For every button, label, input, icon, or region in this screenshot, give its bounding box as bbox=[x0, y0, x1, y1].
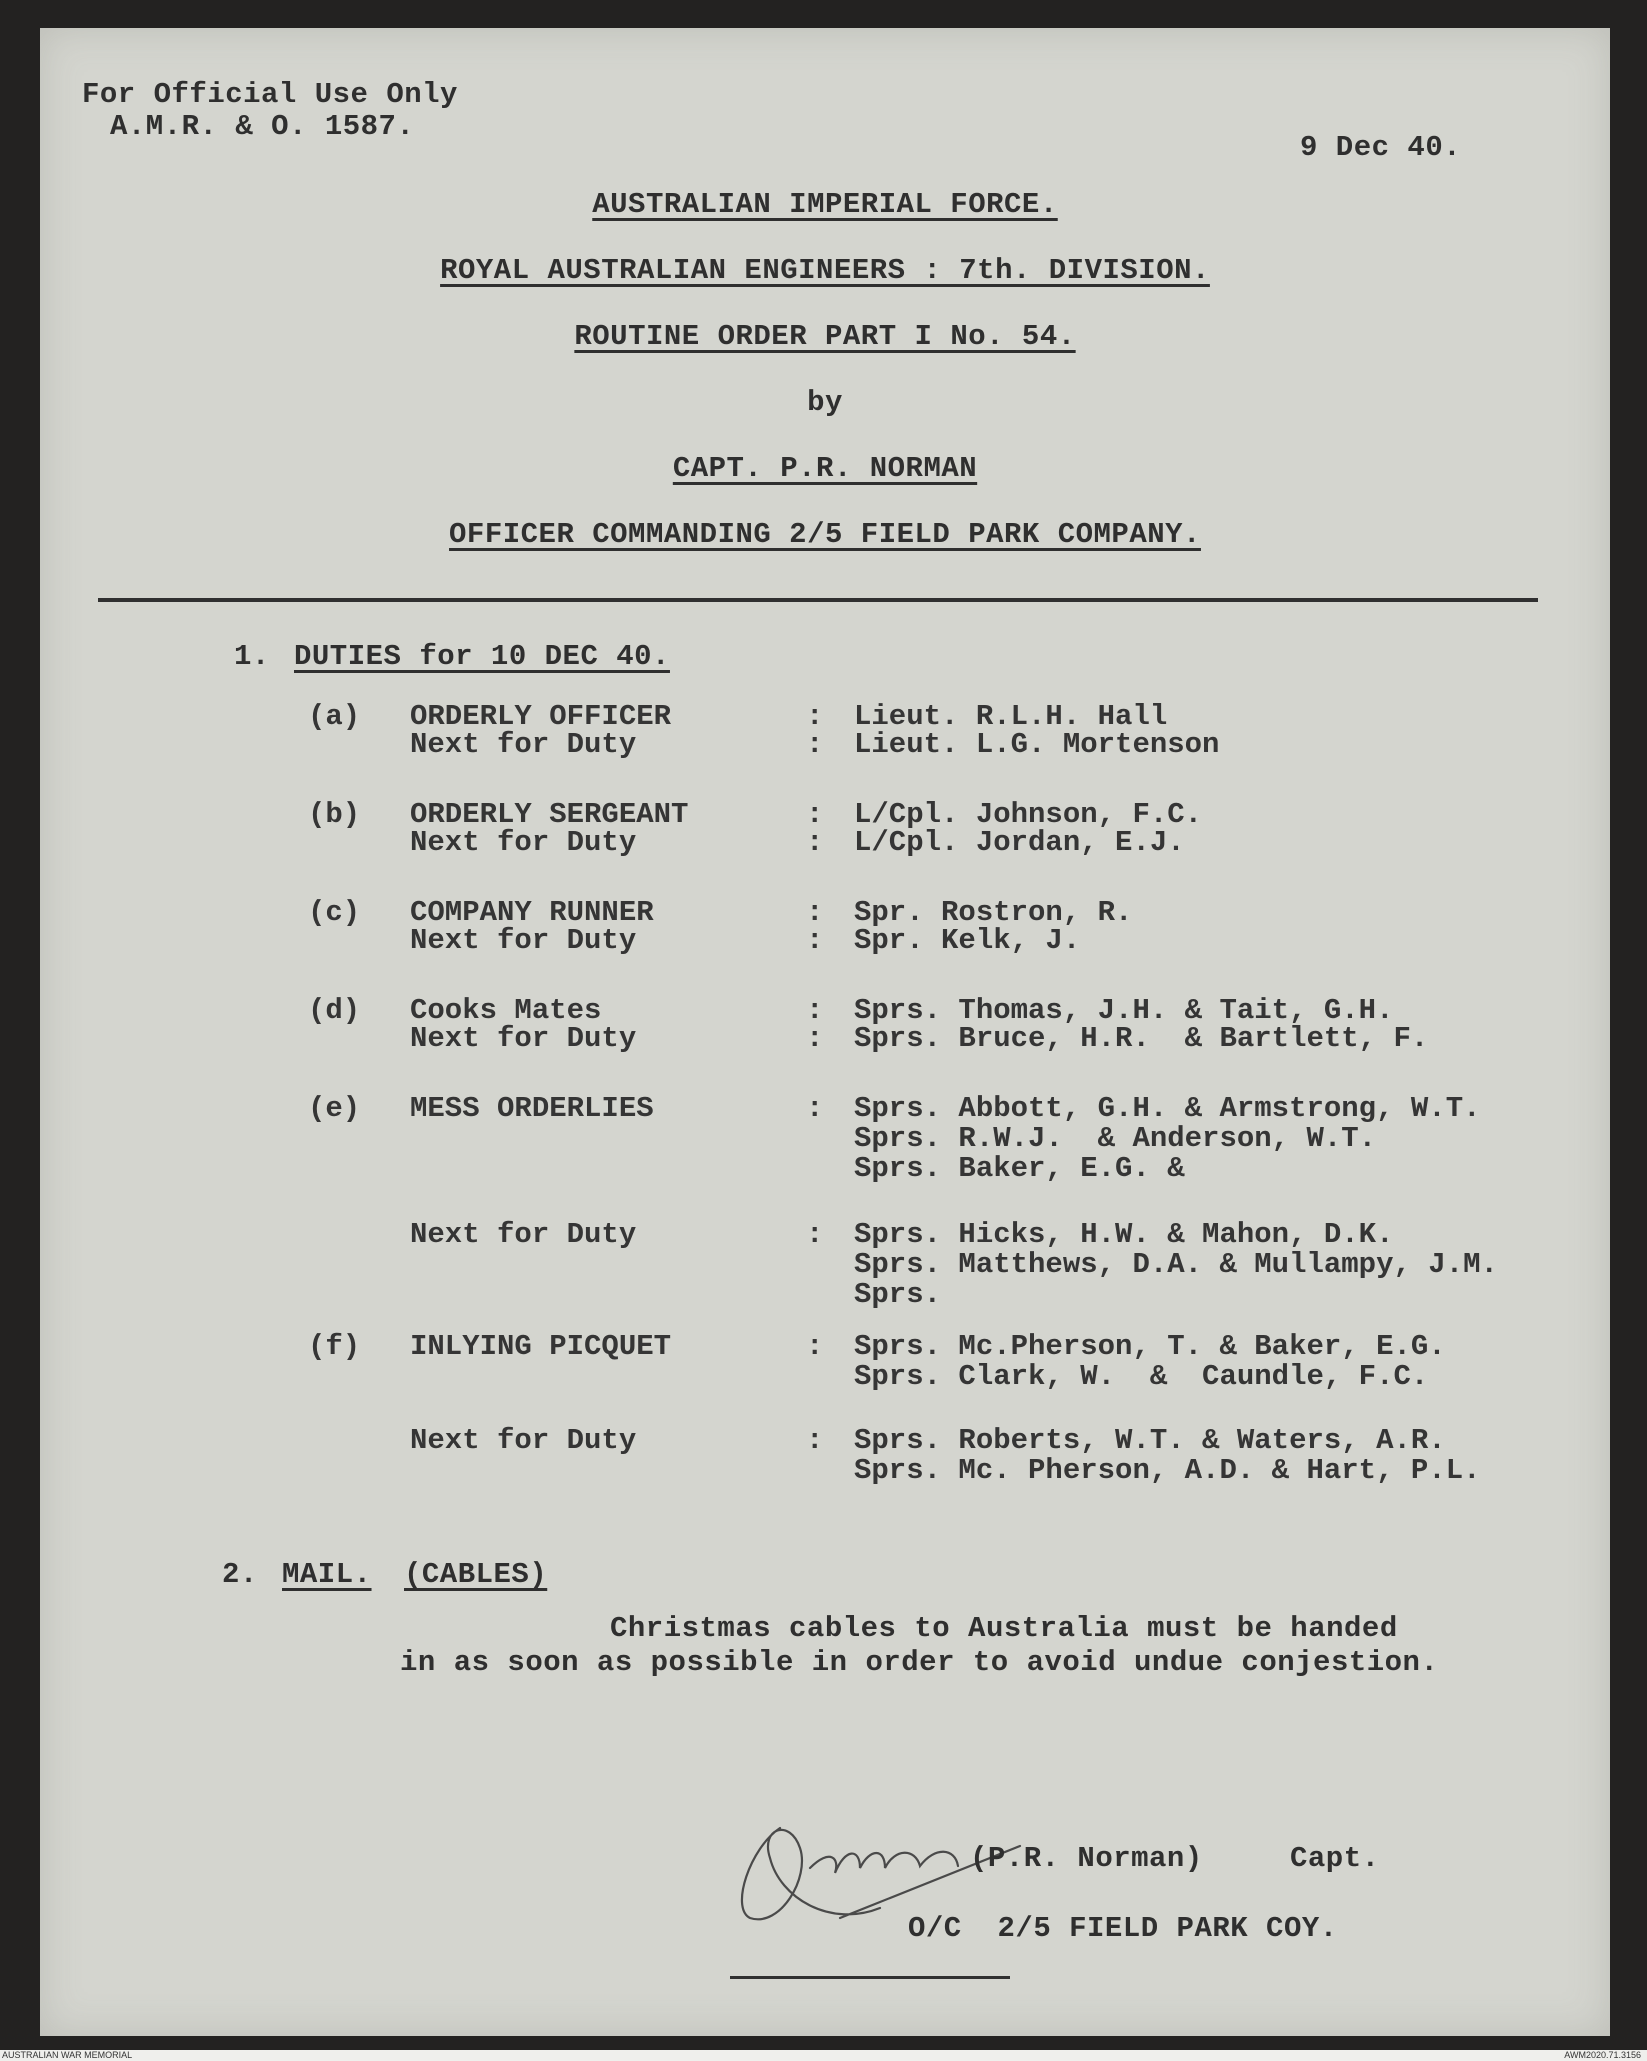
duty-colon: : bbox=[806, 924, 824, 957]
duty-assignee: Sprs. Baker, E.G. & bbox=[854, 1152, 1185, 1185]
duty-letter: (a) bbox=[308, 700, 361, 733]
next-duty-assignee: L/Cpl. Jordan, E.J. bbox=[854, 826, 1185, 859]
document-page bbox=[40, 28, 1610, 2036]
duty-assignee: L/Cpl. Johnson, F.C. bbox=[854, 798, 1203, 831]
section-2-heading: MAIL. bbox=[282, 1558, 372, 1591]
duty-colon: : bbox=[806, 1022, 824, 1055]
duty-colon: : bbox=[806, 994, 824, 1027]
duty-colon: : bbox=[806, 1218, 824, 1251]
footer-strip bbox=[0, 2050, 1647, 2061]
duty-colon: : bbox=[806, 826, 824, 859]
duty-colon: : bbox=[806, 1092, 824, 1125]
duty-colon: : bbox=[806, 728, 824, 761]
duty-letter: (e) bbox=[308, 1092, 361, 1125]
section-1-heading: DUTIES for 10 DEC 40. bbox=[294, 640, 670, 673]
document-date: 9 Dec 40. bbox=[1300, 131, 1462, 164]
header-divider bbox=[98, 598, 1538, 602]
next-for-duty-label: Next for Duty bbox=[410, 1424, 637, 1457]
signatory-unit: O/C 2/5 FIELD PARK COY. bbox=[908, 1912, 1338, 1945]
duty-assignee: Sprs. Mc.Pherson, T. & Baker, E.G. bbox=[854, 1330, 1446, 1363]
section-1-number: 1. bbox=[234, 640, 270, 673]
next-for-duty-label: Next for Duty bbox=[410, 1218, 637, 1251]
duty-letter: (f) bbox=[308, 1330, 361, 1363]
section-2-subheading: (CABLES) bbox=[404, 1558, 548, 1591]
duty-colon: : bbox=[806, 700, 824, 733]
reference-number: A.M.R. & O. 1587. bbox=[110, 110, 415, 143]
next-for-duty-label: Next for Duty bbox=[410, 826, 637, 859]
duty-letter: (d) bbox=[308, 994, 361, 1027]
next-duty-assignee: Sprs. Mc. Pherson, A.D. & Hart, P.L. bbox=[854, 1454, 1481, 1487]
mail-text-line-1: Christmas cables to Australia must be handed bbox=[610, 1612, 1398, 1645]
title-by: by bbox=[807, 386, 843, 419]
signatory-rank: Capt. bbox=[1290, 1842, 1380, 1875]
title-force: AUSTRALIAN IMPERIAL FORCE. bbox=[592, 188, 1058, 221]
duty-letter: (b) bbox=[308, 798, 361, 831]
duty-assignee: Sprs. R.W.J. & Anderson, W.T. bbox=[854, 1122, 1377, 1155]
next-for-duty-label: Next for Duty bbox=[410, 728, 637, 761]
title-captain: CAPT. P.R. NORMAN bbox=[672, 452, 978, 485]
title-engineers: ROYAL AUSTRALIAN ENGINEERS : 7th. DIVISION. bbox=[440, 254, 1210, 287]
duty-letter: (c) bbox=[308, 896, 361, 929]
next-duty-assignee: Sprs. Hicks, H.W. & Mahon, D.K. bbox=[854, 1218, 1394, 1251]
duty-role: COMPANY RUNNER bbox=[410, 896, 654, 929]
next-duty-assignee: Sprs. Matthews, D.A. & Mullampy, J.M. bbox=[854, 1248, 1498, 1281]
duty-assignee: Sprs. Abbott, G.H. & Armstrong, W.T. bbox=[854, 1092, 1481, 1125]
duty-assignee: Spr. Rostron, R. bbox=[854, 896, 1133, 929]
title-officer-commanding: OFFICER COMMANDING 2/5 FIELD PARK COMPANY. bbox=[449, 518, 1201, 551]
duty-colon: : bbox=[806, 1424, 824, 1457]
duty-assignee: Sprs. Thomas, J.H. & Tait, G.H. bbox=[854, 994, 1394, 1027]
footer-credit: AUSTRALIAN WAR MEMORIAL bbox=[2, 2050, 133, 2060]
title-routine-order: ROUTINE ORDER PART I No. 54. bbox=[574, 320, 1076, 353]
duty-colon: : bbox=[806, 896, 824, 929]
classification: For Official Use Only bbox=[82, 78, 458, 111]
mail-text-line-2: in as soon as possible in order to avoid undue conjestion. bbox=[400, 1646, 1439, 1679]
duty-role: ORDERLY OFFICER bbox=[410, 700, 672, 733]
next-duty-assignee: Lieut. L.G. Mortenson bbox=[854, 728, 1220, 761]
next-for-duty-label: Next for Duty bbox=[410, 924, 637, 957]
duty-assignee: Sprs. Clark, W. & Caundle, F.C. bbox=[854, 1360, 1429, 1393]
next-duty-assignee: Sprs. Bruce, H.R. & Bartlett, F. bbox=[854, 1022, 1429, 1055]
duty-colon: : bbox=[806, 1330, 824, 1363]
duty-role: ORDERLY SERGEANT bbox=[410, 798, 689, 831]
signatory-name: (P.R. Norman) bbox=[970, 1842, 1203, 1875]
footer-accession-number: AWM2020.71.3156 bbox=[1564, 2050, 1641, 2060]
next-duty-assignee: Spr. Kelk, J. bbox=[854, 924, 1081, 957]
next-duty-assignee: Sprs. Roberts, W.T. & Waters, A.R. bbox=[854, 1424, 1446, 1457]
duty-role: INLYING PICQUET bbox=[410, 1330, 672, 1363]
duty-role: Cooks Mates bbox=[410, 994, 602, 1027]
duty-role: MESS ORDERLIES bbox=[410, 1092, 654, 1125]
duty-colon: : bbox=[806, 798, 824, 831]
section-2-number: 2. bbox=[222, 1558, 258, 1591]
duty-assignee: Lieut. R.L.H. Hall bbox=[854, 700, 1168, 733]
next-for-duty-label: Next for Duty bbox=[410, 1022, 637, 1055]
signature-underline bbox=[730, 1976, 1010, 1979]
next-duty-assignee: Sprs. bbox=[854, 1278, 942, 1311]
